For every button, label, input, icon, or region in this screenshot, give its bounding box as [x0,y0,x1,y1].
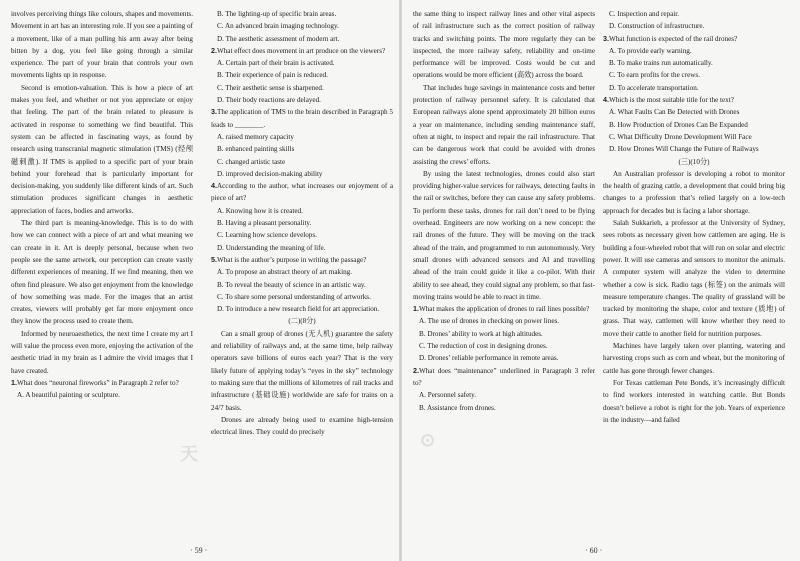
text: What effect does movement in art produce on the viewers? [216,46,386,55]
answer-option [603,69,785,81]
text-column-1 [11,8,193,402]
answer-option [413,389,595,401]
text: C. changed artistic taste [217,157,286,166]
text: D. Their body reactions are delayed. [217,96,321,105]
text: The application of TMS to the brain described in Paragraph 5 leads to ________. [211,108,393,129]
page-gutter [399,0,402,561]
paragraph [413,8,595,82]
text-column-2 [211,8,393,438]
text-column-3 [413,8,595,414]
question [211,45,393,57]
text: B. Their experience of pain is reduced. [217,71,328,80]
answer-option [211,69,393,81]
answer-option [211,205,393,217]
paragraph [11,217,193,328]
text: Which is the most suitable title for the text? [608,96,734,105]
question [603,33,785,45]
text: C. Inspection and repair. [609,10,679,18]
answer-option [603,20,785,32]
answer-option [11,389,193,401]
question [603,94,785,106]
text: Drones are already being used to examine high-tension electrical lines. They could do precisely [211,415,393,437]
answer-option [211,131,393,143]
question [211,106,393,131]
question-number: 1. [11,378,17,387]
text: B. To reveal the beauty of science in an artistic way. [217,280,366,289]
text: D. To accelerate transportation. [609,83,699,92]
question-number: 2. [413,366,419,375]
paragraph [603,168,785,217]
watermark-right: ⊙ [420,430,437,450]
question [413,365,595,390]
text: A. A beautiful painting or sculpture. [17,391,120,400]
answer-option [211,242,393,254]
answer-option [211,143,393,155]
answer-option [211,156,393,168]
text: A. The use of drones in checking on power lines. [419,317,560,326]
question-number: 3. [211,108,217,117]
answer-option [413,340,595,352]
text: A. Certain part of their brain is activated. [217,59,335,68]
text: the same thing to inspect railway lines and other vital aspects of rail infrastructure such as the correct position of railway tracks and switching points. The more regularly they can be inspected, the more railway safety, reliability and on-time performance will be improved. Costs would be cut and operations would be more efficient (高效) across the board. [413,10,595,80]
answer-option [211,168,393,180]
text: C. To earn profits for the crews. [609,71,700,80]
text: A. To provide early warning. [609,46,692,55]
text: According to the author, what increases our enjoyment of a piece of art? [211,182,393,203]
text: Informed by neuroaesthetics, the next time I create my art I will value the process even more, enjoying the activation of the aesthetic triad in my brain as I admire the vivid images that I have created. [11,329,193,375]
text: What does “neuronal fireworks” in Paragraph 2 refer to? [16,378,179,387]
paragraph [603,377,785,426]
text: D. Construction of infrastructure. [609,22,705,31]
text-column-4 [603,8,785,426]
paragraph [11,8,193,82]
question [211,254,393,266]
answer-option [211,217,393,229]
text: What is the author’s purpose in writing the passage? [216,255,367,264]
question-number: 1. [413,305,419,314]
answer-option [603,57,785,69]
answer-option [413,402,595,414]
text: A. What Faults Can Be Detected with Drones [609,108,740,117]
text: A. raised memory capacity [217,132,294,141]
watermark-left: 天 [180,444,199,464]
text: D. To introduce a new research field for art appreciation. [217,305,380,314]
page-number-right: · 60 · [585,546,603,555]
answer-option [211,20,393,32]
text: D. How Drones Will Change the Future of Railways [609,145,759,154]
text: Machines have largely taken over planting, watering and harvesting crops such as corn and wheat, but the monitoring of cattle has gone through fewer changes. [603,342,785,375]
text: For Texas cattleman Pete Bonds, it’s increasingly difficult to find workers interested in watching cattle. But Bonds doesn’t believe a robot is right for the job. Years of experience in the industry—and failed [603,378,785,424]
answer-option [211,57,393,69]
text: C. To share some personal understanding of artworks. [217,292,371,301]
text: B. How Production of Drones Can Be Expanded [609,120,748,129]
text: Salah Sukkarieh, a professor at the University of Sydney, sees robots as necessary given how cattlemen are aging. He is building a four-wheeled robot that will run on solar and electric power. It will use cameras and sensors to monitor the animals. A computer system will analyze the video to determine whether a cow is sick. Radio tags (标签) on the animals will measure temperature changes. The quality of grassland will be tracked by monitoring the shape, color and texture (质地) of grass. That way, cattlemen will know whether they need to move their cattle to another field for nutrition purposes. [603,219,785,338]
text: D. improved decision-making ability [217,169,323,178]
text: B. Having a pleasant personality. [217,219,312,228]
answer-option [603,45,785,57]
question-number: 4. [211,182,217,191]
question-number: 2. [211,46,217,55]
text: What makes the application of drones to rail lines possible? [418,305,590,314]
answer-option [603,82,785,94]
answer-option [211,94,393,106]
paragraph [413,82,595,168]
answer-option [211,33,393,45]
paragraph [603,217,785,340]
page-number-left: · 59 · [190,546,208,555]
answer-option [413,352,595,364]
paragraph [413,168,595,303]
question [211,180,393,205]
text: What does “maintenance” underlined in Paragraph 3 refer to? [413,366,595,387]
question-number: 4. [603,96,609,105]
text: D. Understanding the meaning of life. [217,243,326,252]
text: B. To make trains run automatically. [609,59,713,68]
answer-option [603,8,785,20]
text: The third part is meaning-knowledge. This is to do with how we can connect with a piece of art and what meaning we can create in it. Art is deeply personal, because when two people see the same artwork, our perception can create vastly different experiences of meaning. If we find meaning, then we often find pleasure. We also get enjoyment from the knowledge of how something was made. For the images that an artist creates, viewers will probably get far more enjoyment once they know the process used to create them. [11,219,193,326]
text: A. To propose an abstract theory of art making. [217,268,353,277]
question-number: 5. [211,255,217,264]
text: That includes huge savings in maintenance costs and better protection of railway personnel safety. It is calculated that European railways alone spend approximately 20 billion euros a year on maintenance, including sending maintenance staff, often at night, to inspect and repair the rail infrastructure. That can be dangerous work that could be avoided with drones assisting the crews’ efforts. [413,83,595,166]
answer-option [211,82,393,94]
text: D. Drones’ reliable performance in remote areas. [419,354,559,363]
text: C. The reduction of cost in designing drones. [419,342,548,351]
text: D. The aesthetic assessment of modern art. [217,34,340,43]
answer-option [603,106,785,118]
text: Can a small group of drones (无人机) guarantee the safety and reliability of railways and, at the same time, help railway operators save billions of euros each year? That is the very likely future of applying today’s “eyes in the sky” technology to making sure that the millions of kilometres of rail tracks and infrastructure (基础设施) worldwide are safe for trains on a 24/7 basis. [211,329,393,412]
text: involves perceiving things like colours, shapes and movements. Movement in art has an interesting role. If you see a painting of a movement, like of a man pulling his arm away after being bitten by a dog, you feel like going through a similar experience. The part of your brain that controls your own movements lights up in response. [11,10,193,80]
text: Second is emotion-valuation. This is how a piece of art makes you feel, and whether or not you appreciate or enjoy that feeling. The part of the brain related to pleasure is activated in response to something we find beautiful. This system can be affected in fascinating ways, as found by research using transcranial magnetic stimulation (TMS) (经颅磁刺激). If TMS is applied to a specific part of your brain behind your forehead that is particularly important for decision-making, you suddenly like different kinds of art. Such stimulation produces significant changes in aesthetic appreciation of faces, bodies and artworks. [11,83,193,215]
question [413,303,595,315]
answer-option [211,291,393,303]
answer-option [211,8,393,20]
text: A. Knowing how it is created. [217,206,303,215]
text: C. What Difficulty Drone Development Will Face [609,132,752,141]
text: What function is expected of the rail drones? [608,34,738,43]
answer-option [413,315,595,327]
paragraph [211,328,393,414]
text: B. Assistance from drones. [419,403,496,412]
text: (二)(8分) [288,317,316,326]
text: B. Drones’ ability to work at high altitudes. [419,329,543,338]
answer-option [603,131,785,143]
text: C. An advanced brain imaging technology. [217,22,339,31]
text: C. Their aesthetic sense is sharpened. [217,83,324,92]
question [11,377,193,389]
answer-option [211,229,393,241]
text: (三)(10分) [678,157,710,166]
paragraph [11,82,193,217]
answer-option [603,119,785,131]
answer-option [211,303,393,315]
answer-option [603,143,785,155]
text: By using the latest technologies, drones could also start providing higher-value services for railways, detecting faults in the rail or switches, before they can cause any safety problems. To perform these tasks, drones for rail don’t need to be flying overhead. Engineers are now working on a new concept: the rail drones of the future. They will be moving on the track ahead of the train, and programmed to run autonomously. Very small drones with advanced sensors and AI and travelling ahead of the train could guide it like a co-pilot. With their ability to see ahead, they could signal any problem, so that fast-moving trains would be able to react in time. [413,169,595,301]
text: A. Personnel safety. [419,391,477,400]
paragraph [11,328,193,377]
paragraph [211,414,393,439]
section-heading [211,315,393,327]
section-heading [603,156,785,168]
text: B. enhanced painting skills [217,145,295,154]
text: An Australian professor is developing a robot to monitor the health of grazing cattle, a development that could bring big changes to a profession that’s relied largely on a low-tech approach for decades but is facing a labor shortage. [603,169,785,215]
answer-option [211,266,393,278]
answer-option [211,279,393,291]
text: C. Learning how science develops. [217,231,317,240]
paragraph [603,340,785,377]
text: B. The lighting-up of specific brain areas. [217,10,337,18]
answer-option [413,328,595,340]
question-number: 3. [603,34,609,43]
